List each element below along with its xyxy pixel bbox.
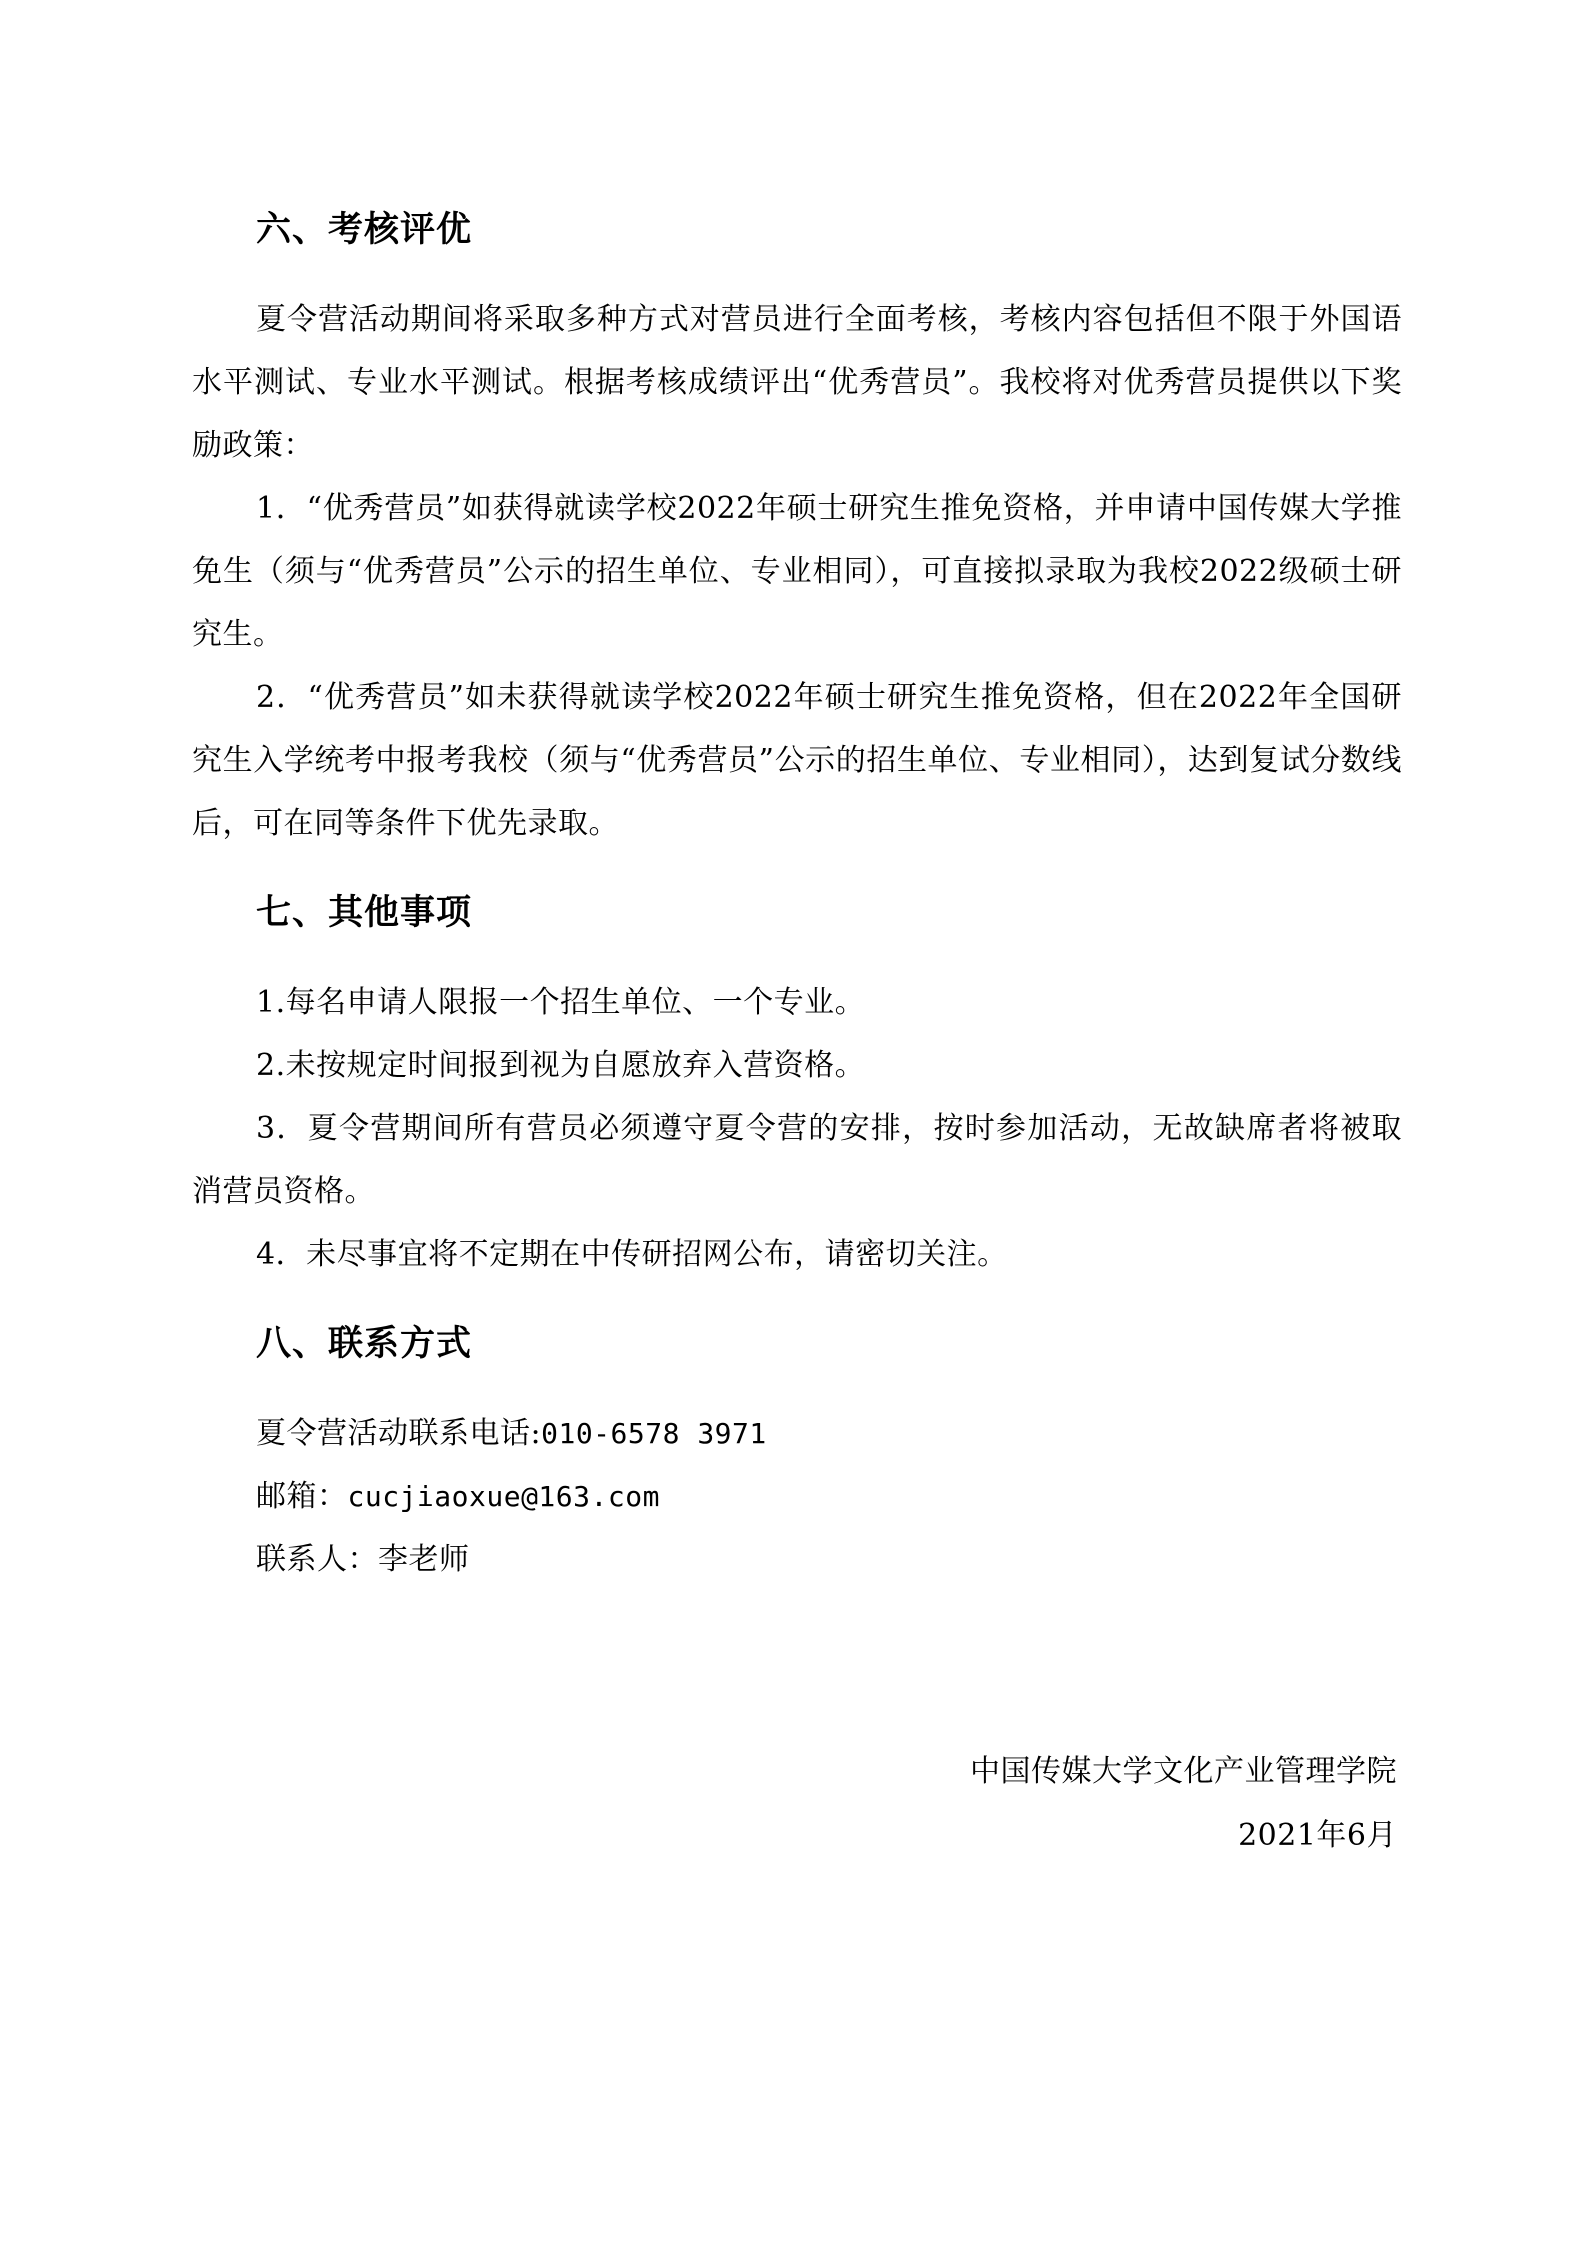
other-matters-item-3: 3．夏令营期间所有营员必须遵守夏令营的安排，按时参加活动，无故缺席者将被取消营员资格。 (192, 1111, 1402, 1209)
evaluation-item-1: 1．“优秀营员”如获得就读学校2022年硕士研究生推免资格，并申请中国传媒大学推免生（须与“优秀营员”公示的招生单位、专业相同），可直接拟录取为我校2022级硕士研究生。 (192, 491, 1402, 652)
signature-block (970, 1740, 1397, 1868)
section-heading-contact: 八、联系方式 (256, 1324, 473, 1364)
contact-email-value: cucjiaoxue@163.com (347, 1480, 660, 1513)
other-matters-item-4: 4．未尽事宜将不定期在中传研招网公布，请密切关注。 (256, 1237, 1008, 1272)
other-matters-item-2: 2.未按规定时间报到视为自愿放弃入营资格。 (256, 1048, 866, 1083)
evaluation-intro-paragraph: 夏令营活动期间将采取多种方式对营员进行全面考核，考核内容包括但不限于外国语水平测试、专业水平测试。根据考核成绩评出“优秀营员”。我校将对优秀营员提供以下奖励政策： (192, 302, 1402, 463)
contact-phone-value: 010-6578 3971 (541, 1417, 767, 1450)
contact-phone-label: 夏令营活动联系电话: (256, 1416, 542, 1451)
signature-organization: 中国传媒大学文化产业管理学院 (970, 1754, 1397, 1789)
contact-person-line: 联系人：李老师 (256, 1542, 470, 1577)
document-body (192, 200, 1402, 1591)
evaluation-item-2: 2．“优秀营员”如未获得就读学校2022年硕士研究生推免资格，但在2022年全国研究生入学统考中报考我校（须与“优秀营员”公示的招生单位、专业相同），达到复试分数线后，可在同等条件下优先录取。 (192, 680, 1402, 841)
contact-phone-line (256, 1402, 1402, 1465)
contact-email-label: 邮箱： (256, 1479, 348, 1514)
contact-email-line (256, 1465, 1402, 1528)
signature-date: 2021年6月 (1238, 1818, 1397, 1853)
section-heading-other-matters: 七、其他事项 (256, 893, 473, 933)
section-body-evaluation (192, 288, 1402, 855)
section-heading-evaluation: 六、考核评优 (256, 210, 473, 250)
section-body-other-matters (192, 971, 1402, 1286)
other-matters-item-1: 1.每名申请人限报一个招生单位、一个专业。 (256, 985, 866, 1020)
section-body-contact (192, 1402, 1402, 1591)
